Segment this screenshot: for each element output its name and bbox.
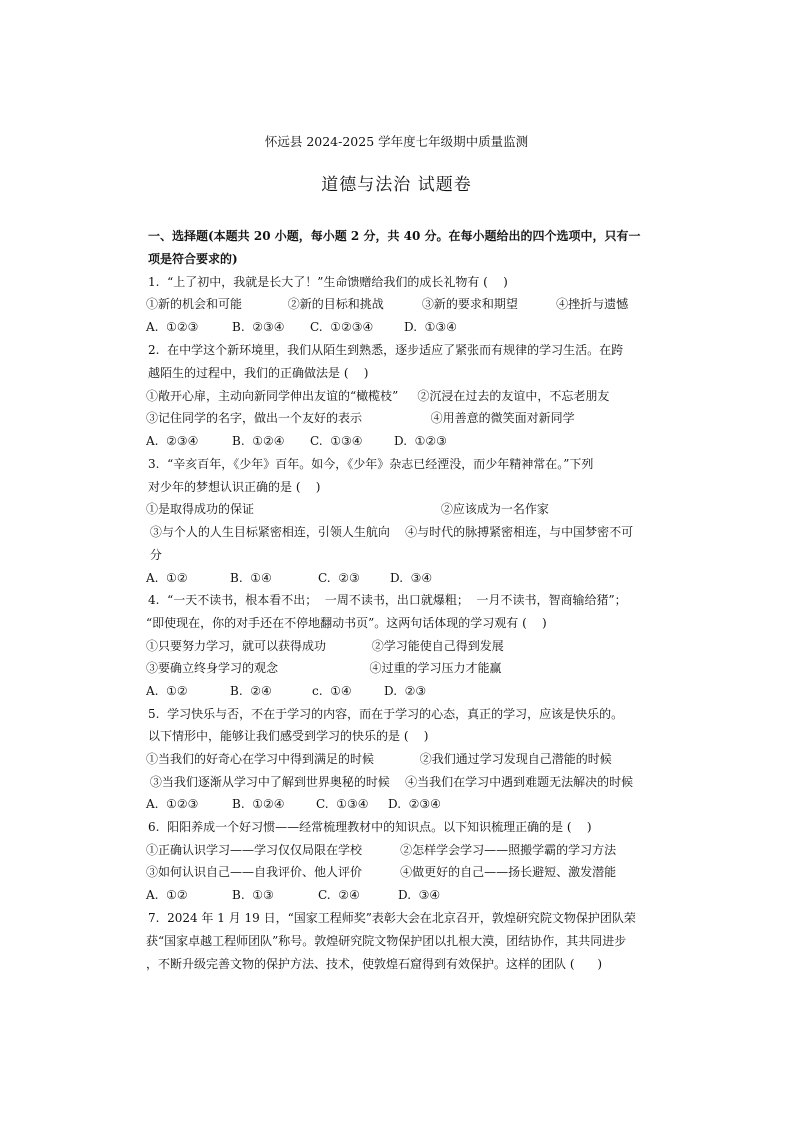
- option-b[interactable]: B. ①③: [232, 888, 274, 902]
- question-5-stem-line2: 以下情形中，能够让我们感受到学习的快乐的是 ( ): [148, 729, 429, 743]
- option-a[interactable]: A. ①②③: [146, 797, 199, 811]
- option-a[interactable]: A. ①②: [146, 571, 188, 585]
- question-7-stem-line3: ，不断升级完善文物的保护方法、技术，使敦煌石窟得到有效保护。这样的团队 ( ): [146, 957, 603, 971]
- option-c[interactable]: C. ①②③④: [310, 320, 374, 334]
- section-heading-line1: 一、选择题(本题共 20 小题，每小题 2 分，共 40 分。在每小题给出的四个选项中，只有一: [148, 229, 641, 243]
- option-c[interactable]: c. ①④: [312, 684, 352, 698]
- option-d[interactable]: D. ③④: [390, 571, 433, 585]
- option-a[interactable]: A. ①②: [146, 684, 188, 698]
- question-6-items-line1: ①正确认识学习——学习仅仅局限在学校 ②怎样学会学习——照搬学霸的学习方法: [146, 843, 617, 857]
- option-d[interactable]: D. ②③④: [388, 797, 441, 811]
- option-b[interactable]: B. ②④: [230, 684, 272, 698]
- question-7-stem-line1: 7. 2024 年 1 月 19 日，“国家工程师奖”表彰大会在北京召开，敦煌研究院文物保护团队荣: [148, 911, 636, 925]
- question-2-items-line1: ①敞开心扉，主动向新同学伸出友谊的“橄榄枝” ②沉浸在过去的友谊中，不忘老朋友: [146, 389, 610, 403]
- option-d[interactable]: D. ③④: [398, 888, 441, 902]
- question-3-items-line2: ③与个人的人生目标紧密相连，引领人生航向 ④与时代的脉搏紧密相连，与中国梦密不可: [146, 525, 634, 539]
- question-3-items-line1: ①是取得成功的保证 ②应该成为一名作家: [146, 502, 549, 516]
- option-b[interactable]: B. ②③④: [232, 320, 285, 334]
- option-d[interactable]: D. ①②③: [394, 434, 447, 448]
- question-4-stem-line1: 4. “一天不读书，根本看不出； 一周不读书，出口就爆粗； 一月不读书，智商输给猪”；: [148, 593, 627, 607]
- question-3-items-line3: 分: [146, 548, 162, 562]
- option-d[interactable]: D. ②③: [384, 684, 427, 698]
- option-b[interactable]: B. ①②④: [232, 797, 285, 811]
- option-a[interactable]: A. ②③④: [146, 434, 199, 448]
- exam-subtitle: 道德与法治 试题卷: [321, 175, 472, 195]
- question-5-items-line2: ③当我们逐渐从学习中了解到世界奥秘的时候 ④当我们在学习中遇到难题无法解决的时候: [146, 775, 634, 789]
- option-a[interactable]: A. ①②: [146, 888, 188, 902]
- section-heading-line2: 项是符合要求的): [148, 252, 238, 266]
- option-b[interactable]: B. ①②④: [232, 434, 285, 448]
- question-2-stem-line1: 2. 在中学这个新环境里，我们从陌生到熟悉，逐步适应了紧张而有规律的学习生活。在跨: [148, 343, 624, 357]
- exam-title: 怀远县 2024-2025 学年度七年级期中质量监测: [264, 134, 529, 149]
- question-1-stem: 1. “上了初中，我就是长大了！”生命馈赠给我们的成长礼物有 ( ): [148, 275, 508, 289]
- option-c[interactable]: C. ①③④: [310, 434, 363, 448]
- option-c[interactable]: C. ②④: [318, 888, 360, 902]
- option-a[interactable]: A. ①②③: [146, 320, 199, 334]
- question-2-items-line2: ③记住同学的名字，做出一个友好的表示 ④用善意的微笑面对新同学: [146, 411, 575, 425]
- question-6-items-line2: ③如何认识自己——自我评价、他人评价 ④做更好的自己——扬长避短、激发潜能: [146, 865, 617, 879]
- question-4-items-line2: ③要确立终身学习的观念 ④过重的学习压力才能赢: [146, 661, 502, 675]
- option-c[interactable]: C. ②③: [318, 571, 360, 585]
- question-3-stem-line2: 对少年的梦想认识正确的是 ( ): [148, 480, 321, 494]
- option-b[interactable]: B. ①④: [230, 571, 272, 585]
- option-d[interactable]: D. ①③④: [404, 320, 457, 334]
- question-1-items: ①新的机会和可能 ②新的目标和挑战 ③新的要求和期望 ④挫折与遗憾: [146, 297, 629, 311]
- option-c[interactable]: C. ①③④: [316, 797, 369, 811]
- question-6-stem: 6. 阳阳养成一个好习惯——经常梳理教材中的知识点。以下知识梳理正确的是 ( ): [148, 820, 592, 834]
- question-7-stem-line2: 获“国家卓越工程师团队”称号。敦煌研究院文物保护团以扎根大漠，团结协作，其共同进步: [146, 934, 627, 948]
- question-2-stem-line2: 越陌生的过程中，我们的正确做法是 ( ): [148, 366, 369, 380]
- question-4-stem-line2: “即使现在，你的对手还在不停地翻动书页”。这两句话体现的学习观有 ( ): [146, 616, 547, 630]
- question-3-stem-line1: 3. “辛亥百年，《少年》百年。如今，《少年》杂志已经湮没，而少年精神常在。”下列: [148, 457, 594, 471]
- question-5-items-line1: ①当我们的好奇心在学习中得到满足的时候 ②我们通过学习发现自己潜能的时候: [146, 752, 612, 766]
- question-5-stem-line1: 5. 学习快乐与否，不在于学习的内容，而在于学习的心态，真正的学习，应该是快乐的。: [148, 707, 624, 721]
- question-4-items-line1: ①只要努力学习，就可以获得成功 ②学习能使自己得到发展: [146, 639, 504, 653]
